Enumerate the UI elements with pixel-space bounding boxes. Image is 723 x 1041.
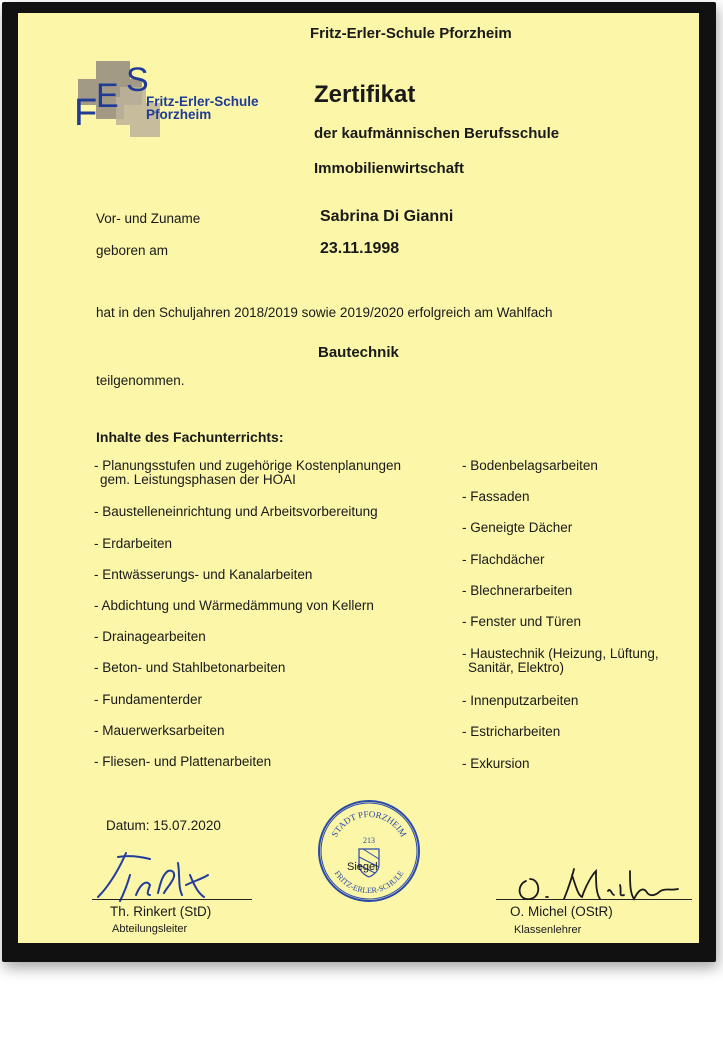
contents-item bbox=[462, 647, 659, 675]
contents-item-line1: - Exkursion bbox=[462, 756, 530, 771]
contents-item bbox=[94, 724, 225, 738]
contents-item bbox=[94, 459, 401, 487]
certificate-subtitle-2: Immobilienwirtschaft bbox=[314, 160, 465, 177]
signer-right-role: Klassenlehrer bbox=[514, 924, 582, 936]
contents-item bbox=[462, 490, 530, 504]
contents-item-line1: - Fenster und Türen bbox=[462, 614, 582, 629]
logo-letter-s: S bbox=[126, 61, 149, 99]
logo-name-line2: Pforzheim bbox=[146, 107, 212, 122]
birth-value: 23.11.1998 bbox=[320, 240, 400, 257]
name-value: Sabrina Di Gianni bbox=[320, 208, 454, 225]
logo-letter-e: E bbox=[96, 77, 119, 115]
contents-item bbox=[462, 553, 545, 567]
school-logo bbox=[68, 57, 283, 153]
contents-item-line1: - Baustelleneinrichtung und Arbeitsvorbereitung bbox=[94, 504, 378, 519]
contents-item bbox=[462, 725, 560, 739]
logo-name-line1: Fritz-Erler-Schule bbox=[146, 94, 259, 109]
contents-heading: Inhalte des Fachunterrichts: bbox=[96, 429, 284, 445]
contents-item-line1: - Flachdächer bbox=[462, 552, 545, 567]
contents-item-line1: - Beton- und Stahlbetonarbeiten bbox=[94, 660, 286, 675]
seal-number: 213 bbox=[363, 836, 375, 845]
name-label: Vor- und Zuname bbox=[96, 211, 201, 226]
contents-item-line1: - Geneigte Dächer bbox=[462, 520, 573, 535]
contents-item bbox=[94, 568, 312, 582]
birth-label: geboren am bbox=[96, 243, 169, 258]
contents-item bbox=[94, 755, 271, 769]
contents-item-line2: Sanitär, Elektro) bbox=[468, 660, 565, 675]
contents-item-line1: - Blechnerarbeiten bbox=[462, 583, 573, 598]
contents-item bbox=[462, 615, 581, 629]
contents-item-line1: - Bodenbelagsarbeiten bbox=[462, 458, 598, 473]
contents-item-line1: - Fliesen- und Plattenarbeiten bbox=[94, 754, 272, 769]
contents-item-line1: - Planungsstufen und zugehörige Kostenplanungen bbox=[94, 458, 401, 473]
contents-item bbox=[94, 661, 285, 675]
issue-date: Datum: 15.07.2020 bbox=[106, 818, 221, 833]
contents-item-line1: - Haustechnik (Heizung, Lüftung, bbox=[462, 646, 659, 661]
contents-item-line1: - Abdichtung und Wärmedämmung von Kellern bbox=[94, 598, 374, 613]
signer-left-role: Abteilungsleiter bbox=[112, 923, 188, 935]
signer-left-name: Th. Rinkert (StD) bbox=[110, 904, 212, 919]
svg-text:STADT PFORZHEIM bbox=[329, 809, 408, 839]
contents-item-line1: - Estricharbeiten bbox=[462, 724, 561, 739]
seal-icon bbox=[315, 797, 423, 905]
certificate-title: Zertifikat bbox=[314, 81, 416, 108]
signature-line-right bbox=[496, 899, 692, 900]
contents-item bbox=[94, 599, 374, 613]
contents-item-line2: gem. Leistungsphasen der HOAI bbox=[100, 472, 296, 487]
signer-right-name: O. Michel (OStR) bbox=[510, 904, 613, 919]
seal-top-text: STADT PFORZHEIM bbox=[329, 808, 409, 839]
subject-name: Bautechnik bbox=[318, 344, 399, 361]
school-header: Fritz-Erler-Schule Pforzheim bbox=[310, 25, 512, 42]
contents-item-line1: - Entwässerungs- und Kanalarbeiten bbox=[94, 567, 313, 582]
certificate-subtitle-1: der kaufmännischen Berufsschule bbox=[314, 125, 560, 142]
contents-item bbox=[94, 505, 378, 519]
contents-item bbox=[94, 693, 202, 707]
certificate-paper bbox=[18, 13, 699, 943]
logo-letter-f: F bbox=[74, 92, 98, 134]
contents-item bbox=[462, 459, 598, 473]
official-seal bbox=[315, 797, 423, 905]
contents-item-line1: - Fassaden bbox=[462, 489, 530, 504]
seal-label: Siegel bbox=[347, 861, 378, 873]
participation-closing: teilgenommen. bbox=[96, 373, 185, 388]
participation-sentence: hat in den Schuljahren 2018/2019 sowie 2019/2020 erfolgreich am Wahlfach bbox=[96, 305, 553, 320]
contents-item-line1: - Mauerwerksarbeiten bbox=[94, 723, 225, 738]
contents-item bbox=[94, 537, 172, 551]
signature-line-left bbox=[92, 899, 252, 900]
seal-bottom-text: FRITZ-ERLER-SCHULE bbox=[332, 869, 406, 896]
contents-item bbox=[462, 694, 578, 708]
contents-item-line1: - Drainagearbeiten bbox=[94, 629, 206, 644]
logo-name bbox=[146, 95, 259, 121]
contents-item bbox=[462, 584, 572, 598]
contents-item-line1: - Fundamenterder bbox=[94, 692, 203, 707]
contents-item bbox=[462, 757, 530, 771]
contents-item bbox=[94, 630, 206, 644]
contents-item-line1: - Innenputzarbeiten bbox=[462, 693, 579, 708]
signature-rinkert-icon bbox=[90, 845, 230, 907]
contents-item-line1: - Erdarbeiten bbox=[94, 536, 173, 551]
contents-item bbox=[462, 521, 572, 535]
